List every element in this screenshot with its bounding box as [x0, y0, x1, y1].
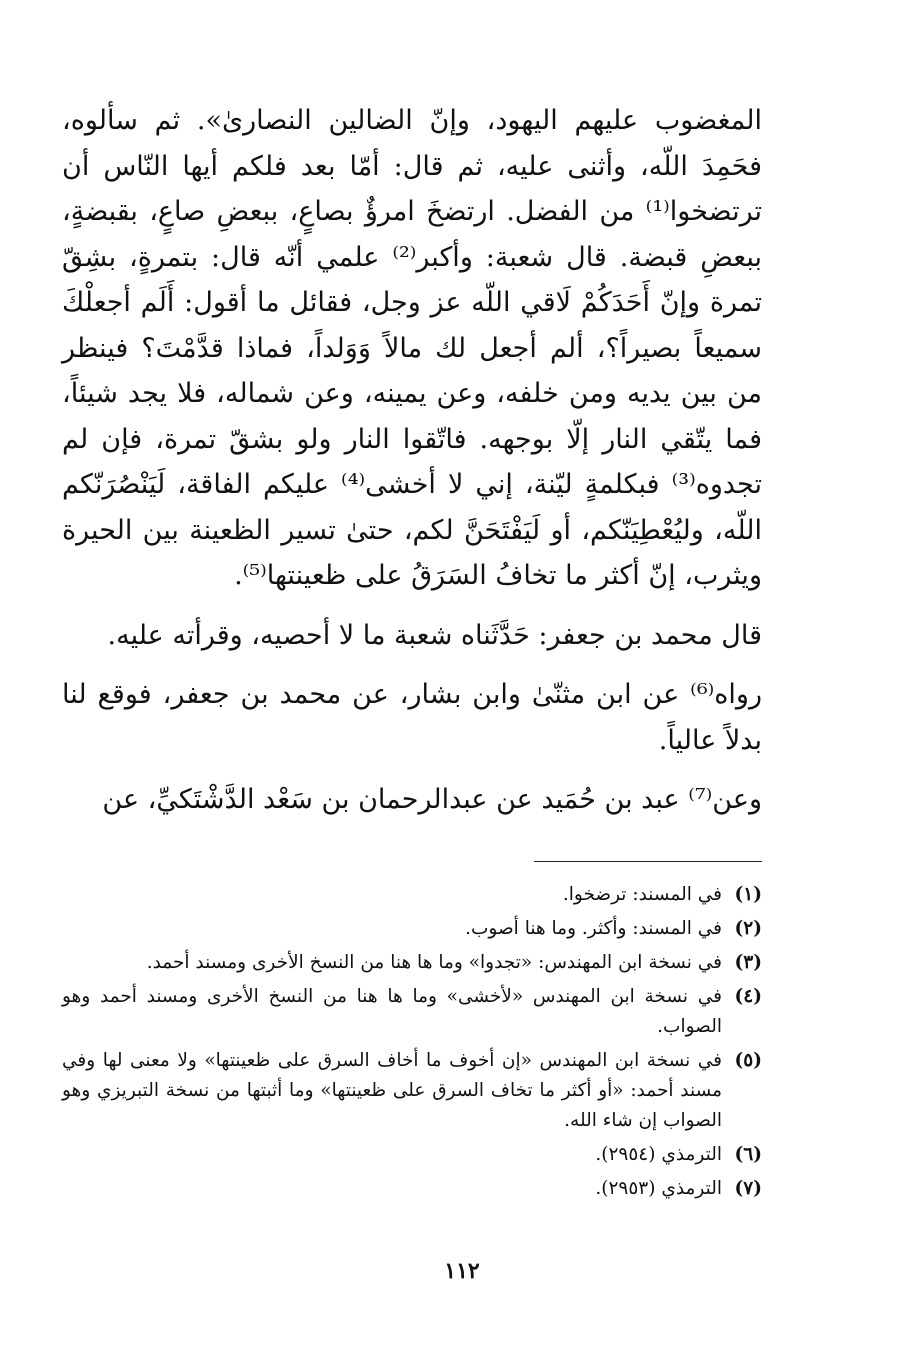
footnote [62, 982, 762, 1042]
footnote-text: في نسخة ابن المهندس: «تجدوا» وما ها هنا من النسخ الأخرى ومسند أحمد. [146, 951, 722, 973]
footnote-text: في المسند: ترضخوا. [562, 883, 722, 905]
footnote-number: (٥) [734, 1049, 762, 1071]
footnote [62, 1174, 762, 1204]
footnote-divider [534, 861, 762, 862]
footnote-number: (٤) [734, 985, 762, 1007]
footnote [62, 914, 762, 944]
footnote-number: (١) [734, 883, 762, 905]
footnote-number: (٢) [734, 917, 762, 939]
footnote-text: الترمذي (٢٩٥٣). [595, 1177, 722, 1199]
footnote [62, 948, 762, 978]
page-number: ١١٢ [444, 1258, 480, 1284]
footnote [62, 880, 762, 910]
footnote-text: الترمذي (٢٩٥٤). [595, 1143, 722, 1165]
paragraph-isnad: وعن⁽⁷⁾ عبد بن حُمَيد عن عبدالرحمان بن سَعْد الدَّشْتَكيِّ، عن [102, 784, 762, 815]
paragraph-narration-note: قال محمد بن جعفر: حَدَّثَناه شعبة ما لا أحصيه، وقرأته عليه. [107, 619, 762, 651]
paragraph-riwaya: رواه⁽⁶⁾ عن ابن مثنّىٰ وابن بشار، عن محمد بن جعفر، فوقع لنا بدلاً عالياً. [62, 679, 762, 756]
footnote-number: (٧) [734, 1177, 762, 1199]
footnote-number: (٦) [734, 1143, 762, 1165]
footnote-number: (٣) [734, 951, 762, 973]
footnote-text: في نسخة ابن المهندس «لأخشى» وما ها هنا من النسخ الأخرى ومسند أحمد وهو الصواب. [62, 985, 722, 1037]
paragraph-hadith: المغضوب عليهم اليهود، وإنّ الضالين النصارىٰ». ثم سألوه، فحَمِدَ اللّه، وأثنى عليه، ثم قال: أمّا بعد فلكم أيها النّاس أن ترتضخوا⁽¹⁾ من الفضل. ارتضخَ امرؤٌ بصاعٍ، ببعضِ صاعٍ، بقبضةٍ، ببعضِ قبضة. قال شعبة: وأكبر⁽²⁾ علمي أنّه قال: بتمرةٍ، بشِقّ تمرة وإنّ أَحَدَكُمْ لَاقي اللّه عز وجل، فقائل ما أقول: أَلَم أجعلْكَ سميعاً بصيراً؟، ألم أجعل لك مالاً وَوَلداً، فماذا قدَّمْتَ؟ فينظر من بين يديه ومن خلفه، وعن يمينه، وعن شماله، فلا يجد شيئاً، فما يتّقي النار إلّا بوجهه. فاتّقوا النار ولو بشقّ تمرة، فإن لم تجدوه⁽³⁾ فبكلمةٍ ليّنة، إني لا أخشى⁽⁴⁾ عليكم الفاقة، لَيَنْصُرَنّكم اللّه، وليُعْطِيَنّكم، أو لَيَفْتَحَنَّ لكم، حتىٰ تسير الظعينة بين الحيرة ويثرب، إنّ أكثر ما تخافُ السَرَقُ على ظعينتها⁽⁵⁾. [62, 105, 762, 591]
footnote-text: في نسخة ابن المهندس «إن أخوف ما أخاف السرق على ظعينتها» ولا معنى لها وفي مسند أحمد: «أو أكثر ما تخاف السرق على ظعينتها» وما أثبتها من نسخة التبريزي وهو الصواب إن شاء الله. [62, 1049, 722, 1131]
page-body [62, 98, 762, 1208]
footnote [62, 1046, 762, 1136]
footnote-text: في المسند: وأكثر. وما هنا أصوب. [465, 917, 722, 939]
footnotes [62, 880, 762, 1204]
footnote [62, 1140, 762, 1170]
main-text [62, 98, 762, 823]
